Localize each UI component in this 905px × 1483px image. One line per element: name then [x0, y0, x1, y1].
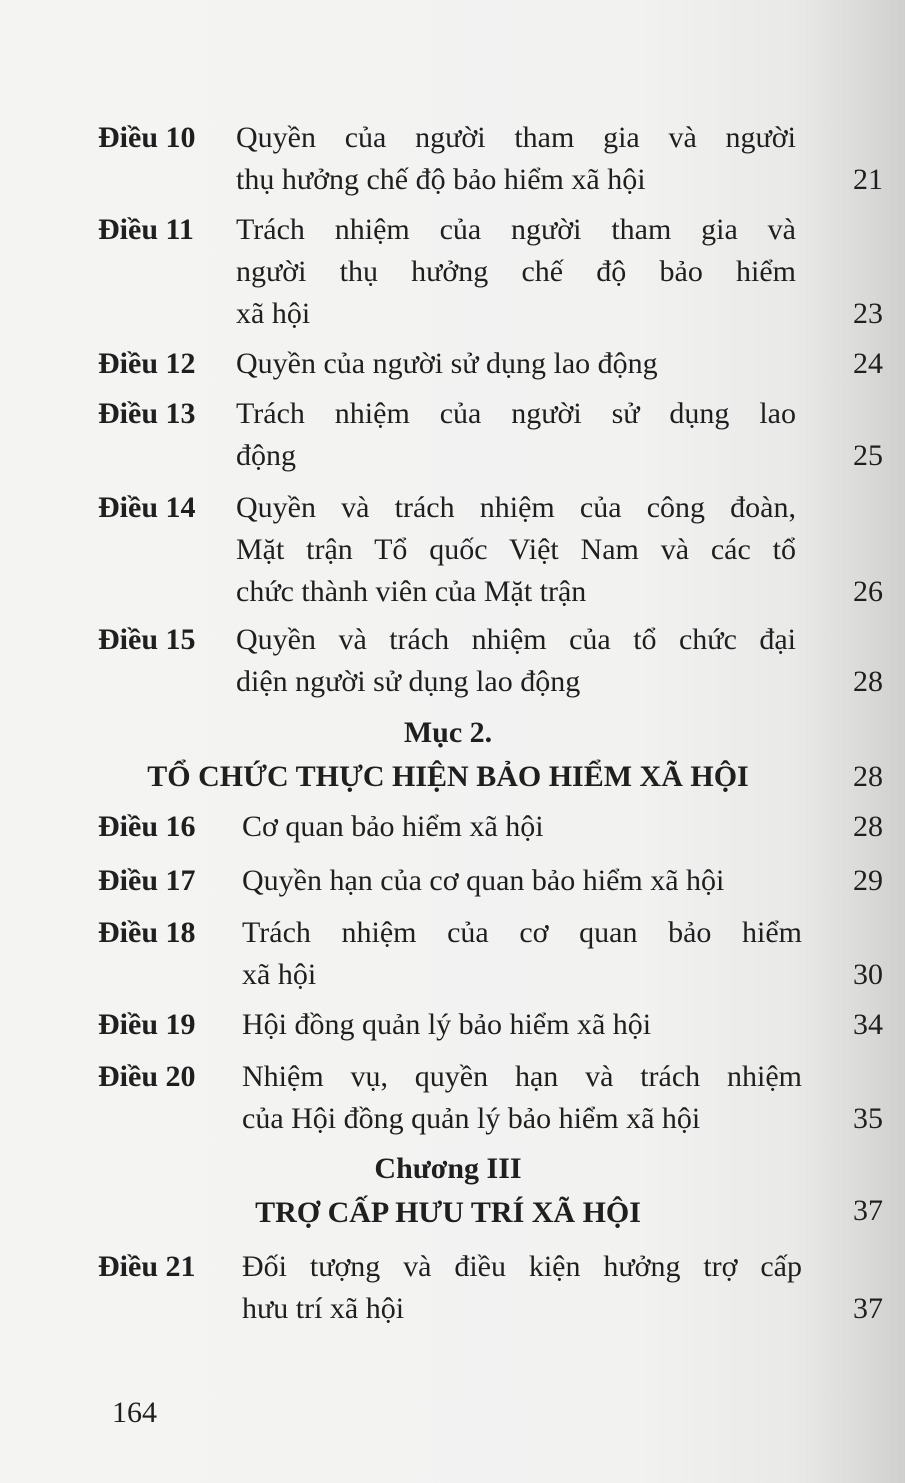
page-number: 34 [853, 1008, 883, 1041]
article-number: Điều 10 [98, 121, 196, 154]
section-title: TỔ CHỨC THỰC HIỆN BẢO HIỂM XÃ HỘI [147, 760, 749, 793]
title-line: Hội đồng quản lý bảo hiểm xã hội [242, 1008, 652, 1041]
page-number: 30 [853, 958, 883, 991]
title-line: xã hội [236, 297, 311, 330]
article-number: Điều 11 [98, 213, 194, 246]
article-title [236, 343, 796, 385]
article-number: Điều 13 [98, 397, 196, 430]
article-title [236, 487, 796, 613]
article-number: Điều 17 [98, 864, 196, 897]
article-number: Điều 20 [98, 1060, 196, 1093]
title-line: chức thành viên của Mặt trận [236, 575, 587, 608]
page-number: 29 [853, 864, 883, 897]
page-number: 28 [853, 810, 883, 843]
article-number: Điều 15 [98, 623, 196, 656]
title-line: Quyền của người sử dụng lao động [236, 347, 658, 380]
article-title [236, 619, 796, 703]
page-number: 26 [853, 575, 883, 608]
title-line: hưu trí xã hội [242, 1292, 405, 1325]
page-number: 28 [853, 665, 883, 698]
article-title [236, 393, 796, 477]
page-number: 37 [853, 1292, 883, 1325]
article-title [236, 117, 796, 201]
title-line: xã hội [242, 958, 317, 991]
chapter-title: TRỢ CẤP HƯU TRÍ XÃ HỘI [255, 1196, 641, 1229]
title-line: Quyền và trách nhiệm của công đoàn, [236, 491, 796, 524]
title-line: Quyền hạn của cơ quan bảo hiểm xã hội [242, 864, 725, 897]
article-title [242, 912, 802, 996]
article-number: Điều 19 [98, 1008, 196, 1041]
page-number: 24 [853, 347, 883, 380]
title-line: Trách nhiệm của người tham gia và [236, 213, 796, 246]
title-line: Trách nhiệm của cơ quan bảo hiểm [242, 916, 802, 949]
article-number: Điều 14 [98, 491, 196, 524]
page-number: 25 [853, 439, 883, 472]
chapter-label: Chương III [374, 1152, 522, 1185]
article-title [242, 1056, 802, 1140]
title-line: Mặt trận Tổ quốc Việt Nam và các tổ [236, 533, 796, 566]
title-line: Quyền của người tham gia và người [236, 121, 796, 154]
title-line: Đối tượng và điều kiện hưởng trợ cấp [242, 1250, 802, 1283]
section-label: Mục 2. [403, 716, 493, 749]
page-number: 35 [853, 1102, 883, 1135]
article-title [242, 1246, 802, 1330]
article-number: Điều 18 [98, 916, 196, 949]
title-line: Nhiệm vụ, quyền hạn và trách nhiệm [242, 1060, 802, 1093]
chapter-page-number: 37 [853, 1194, 883, 1227]
article-number: Điều 21 [98, 1250, 196, 1283]
section-page-number: 28 [853, 760, 883, 793]
page-number: 21 [853, 163, 883, 196]
title-line: thụ hưởng chế độ bảo hiểm xã hội [236, 163, 646, 196]
title-line: người thụ hưởng chế độ bảo hiểm [236, 255, 796, 288]
article-title [242, 806, 802, 848]
article-title [236, 209, 796, 335]
page-number: 23 [853, 297, 883, 330]
title-line: của Hội đồng quản lý bảo hiểm xã hội [242, 1102, 701, 1135]
title-line: diện người sử dụng lao động [236, 665, 581, 698]
article-number: Điều 16 [98, 810, 196, 843]
title-line: Trách nhiệm của người sử dụng lao [236, 397, 796, 430]
article-title [242, 1004, 802, 1046]
folio-page-number: 164 [112, 1396, 157, 1429]
title-line: Cơ quan bảo hiểm xã hội [242, 810, 544, 843]
article-number: Điều 12 [98, 347, 196, 380]
title-line: Quyền và trách nhiệm của tổ chức đại [236, 623, 796, 656]
title-line: động [236, 439, 296, 472]
article-title [242, 860, 802, 902]
